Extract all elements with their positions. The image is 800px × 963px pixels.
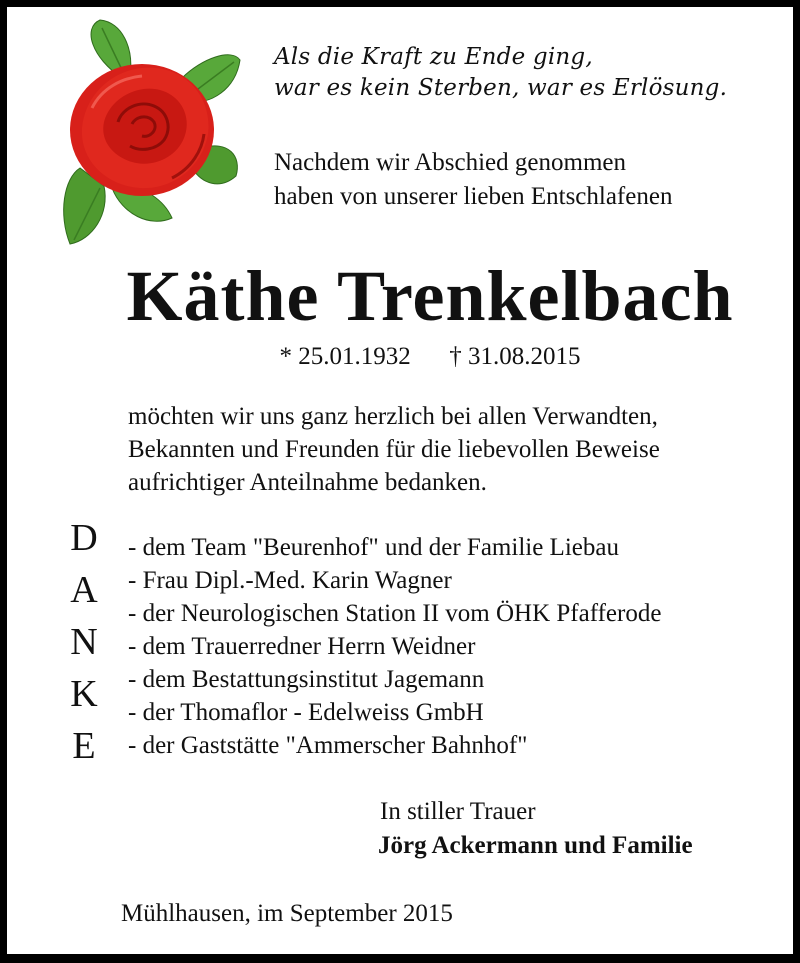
motto-verse	[274, 42, 774, 104]
list-item: - Frau Dipl.-Med. Karin Wagner	[128, 567, 452, 594]
thanks-line-3: aufrichtiger Anteilnahme bedanken.	[128, 469, 487, 496]
family-signature: Jörg Ackermann und Familie	[378, 832, 693, 859]
danke-vertical	[66, 512, 102, 772]
danke-letter: D	[70, 517, 98, 559]
death-date: 31.08.2015	[468, 343, 581, 370]
life-dates	[0, 340, 800, 374]
list-item: - dem Bestattungsinstitut Jagemann	[128, 666, 485, 693]
thanks-text	[128, 400, 788, 499]
list-item: - dem Trauerredner Herrn Weidner	[128, 633, 476, 660]
red-rose-icon	[52, 18, 247, 250]
motto-line-2: war es kein Sterben, war es Erlösung.	[274, 75, 728, 101]
thanks-line-2: Bekannten und Freunden für die liebevollen Beweise	[128, 436, 660, 463]
danke-letter: A	[70, 569, 98, 611]
place-date: Mühlhausen, im September 2015	[121, 900, 453, 927]
death-symbol: †	[449, 343, 462, 370]
birth-symbol: *	[279, 343, 292, 370]
list-item: - der Gaststätte "Ammerscher Bahnhof"	[128, 732, 528, 759]
danke-letter: E	[72, 725, 96, 767]
list-item: - der Neurologischen Station II vom ÖHK Pfafferode	[128, 600, 662, 627]
grief-line: In stiller Trauer	[380, 798, 536, 825]
birth-date: 25.01.1932	[298, 343, 411, 370]
thanks-list	[128, 531, 788, 762]
deceased-name: Käthe Trenkelbach	[126, 256, 734, 336]
intro-line-1: Nachdem wir Abschied genommen	[274, 149, 626, 176]
danke-letter: K	[70, 673, 98, 715]
intro-text	[274, 146, 774, 214]
danke-letter: N	[70, 621, 98, 663]
list-item: - der Thomaflor - Edelweiss GmbH	[128, 699, 484, 726]
motto-line-1: Als die Kraft zu Ende ging,	[274, 44, 593, 70]
thanks-line-1: möchten wir uns ganz herzlich bei allen Verwandten,	[128, 403, 658, 430]
list-item: - dem Team "Beurenhof" und der Familie Liebau	[128, 534, 619, 561]
intro-line-2: haben von unserer lieben Entschlafenen	[274, 183, 673, 210]
